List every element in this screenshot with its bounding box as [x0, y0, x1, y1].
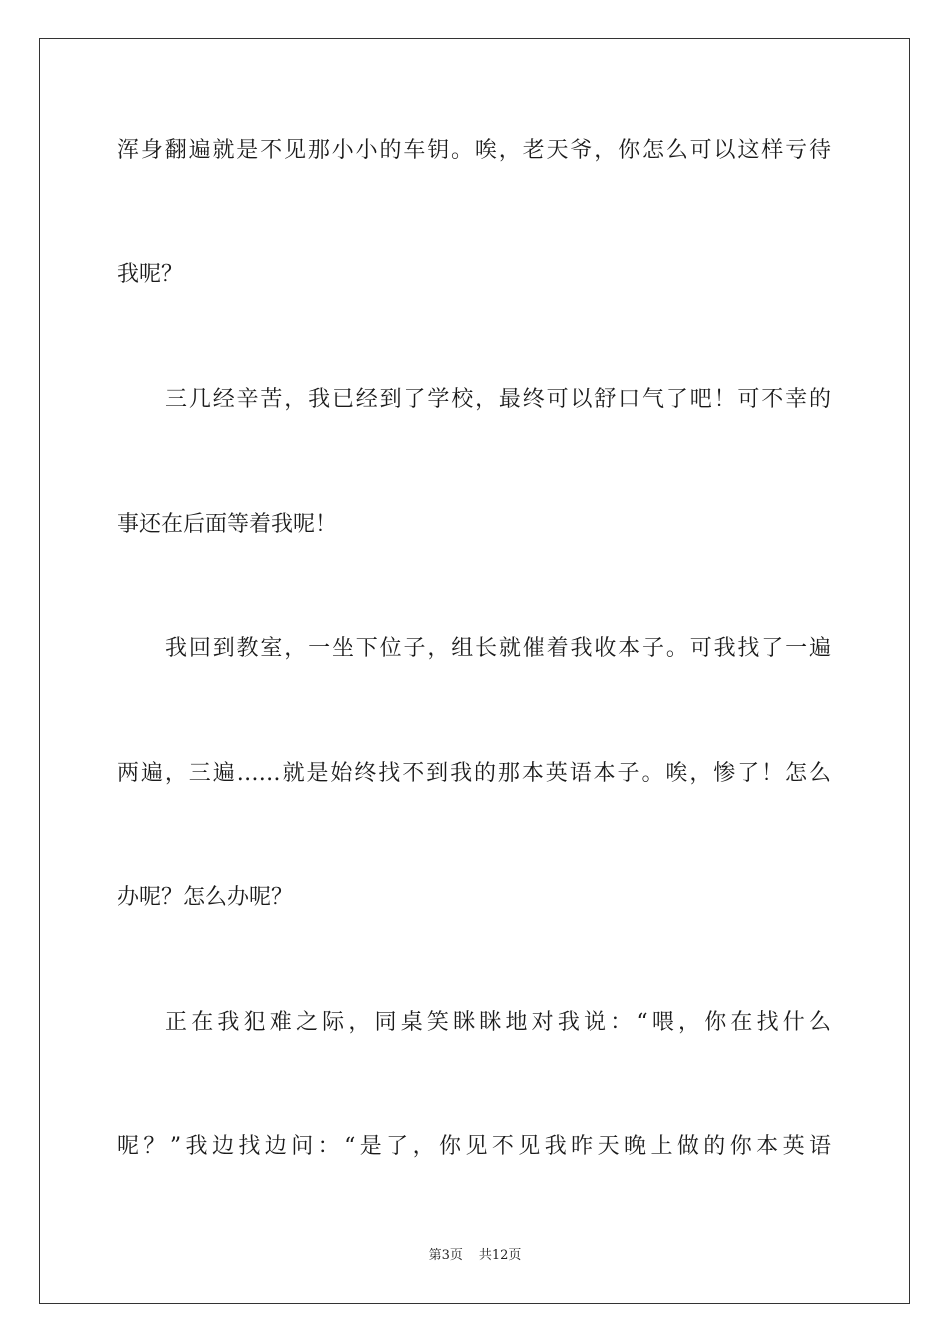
text-line-2: 我呢？ — [117, 262, 184, 287]
text-line-7: 办呢？怎么办呢？ — [117, 885, 294, 910]
page-total: 共12页 — [478, 1248, 522, 1263]
page-border — [39, 38, 910, 1304]
text-line-8: 正在我犯难之际，同桌笑眯眯地对我说：“喂，你在找什么 — [165, 1010, 831, 1035]
text-line-6: 两遍，三遍……就是始终找不到我的那本英语本子。唉，惨了！怎么 — [117, 761, 831, 786]
text-line-9: 呢？”我边找边问：“是了，你见不见我昨天晚上做的你本英语 — [117, 1134, 831, 1159]
text-line-3: 三几经辛苦，我已经到了学校，最终可以舒口气了吧！可不幸的 — [165, 387, 831, 412]
text-line-1: 浑身翻遍就是不见那小小的车钥。唉，老天爷，你怎么可以这样亏待 — [117, 138, 831, 163]
page-number: 第3页 — [428, 1248, 463, 1263]
text-line-5: 我回到教室，一坐下位子，组长就催着我收本子。可我找了一遍 — [165, 636, 831, 661]
text-line-4: 事还在后面等着我呢！ — [117, 512, 338, 537]
page-footer — [0, 1247, 950, 1265]
